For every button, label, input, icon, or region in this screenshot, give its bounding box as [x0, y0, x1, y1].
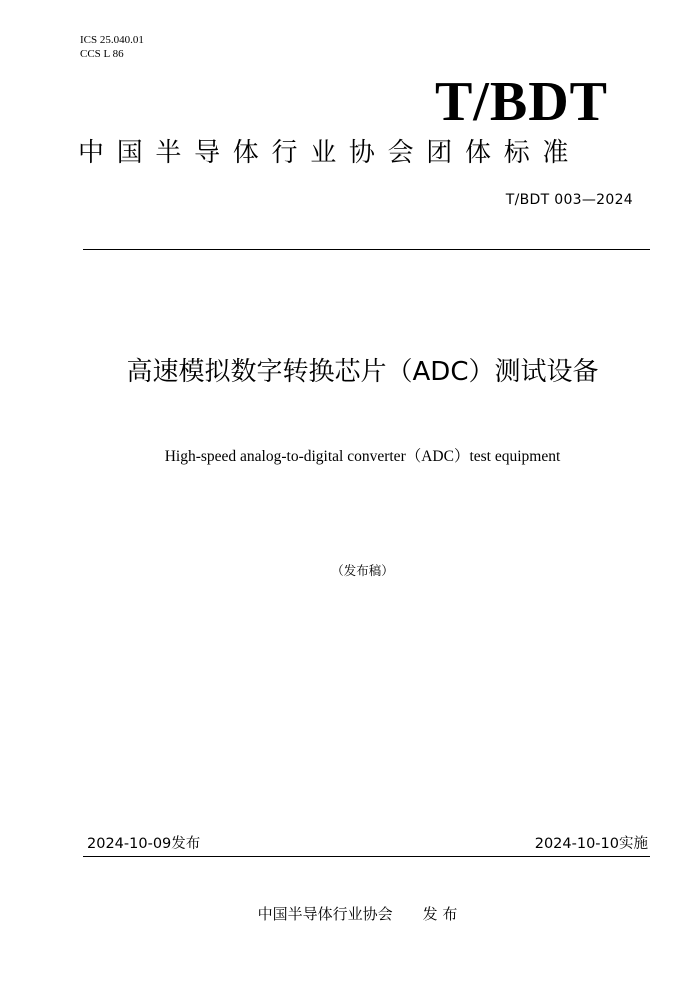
ics-code: ICS 25.040.01 — [80, 34, 144, 46]
ccs-code: CCS L 86 — [80, 48, 124, 60]
organization-standard-title: 中国半导体行业协会团体标准 — [78, 138, 582, 168]
publisher-name: 中国半导体行业协会 — [257, 905, 393, 923]
draft-status: （发布稿） — [331, 563, 394, 578]
bottom-divider — [83, 856, 650, 857]
release-date: 2024-10-09发布 — [87, 836, 201, 852]
standard-code-logo: T/BDT — [434, 71, 608, 133]
document-title-chinese: 高速模拟数字转换芯片（ADC）测试设备 — [126, 357, 599, 387]
publisher-line — [0, 903, 700, 925]
implementation-date: 2024-10-10实施 — [534, 836, 648, 852]
top-divider — [83, 249, 650, 250]
classification-codes — [80, 33, 144, 61]
standard-number: T/BDT 003—2024 — [505, 192, 633, 208]
publish-label: 发 布 — [422, 905, 458, 923]
document-title-english: High-speed analog-to-digital converter（ADC）test equipment — [164, 448, 561, 465]
